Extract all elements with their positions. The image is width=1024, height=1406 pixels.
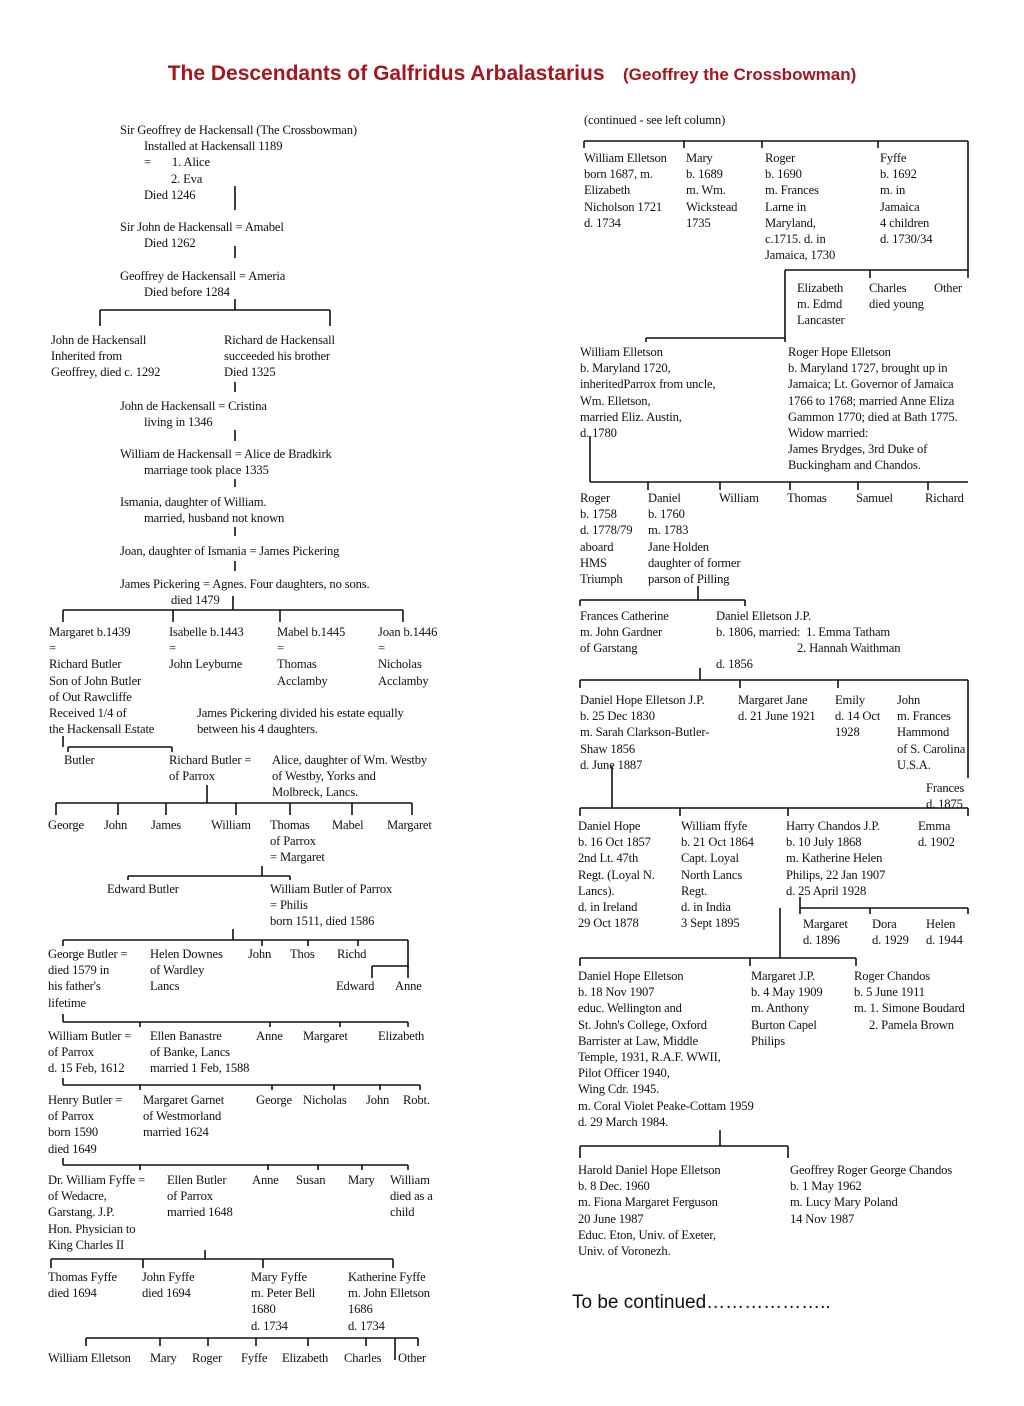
node-gb-richd: Richd <box>337 947 367 961</box>
node-daniel-1760: Daniel b. 1760 m. 1783 Jane Holden daughter of former parson of Pilling <box>648 491 741 587</box>
title-subtitle: (Geoffrey the Crossbowman) <box>622 65 857 84</box>
node-sir-john: Sir John de Hackensall = Amabel Died 1262 <box>120 220 284 251</box>
node-roger-1690: Roger b. 1690 m. Frances Larne in Maryland, c.1715. d. in Jamaica, 1730 <box>765 151 836 263</box>
node-rh-william: William <box>719 491 759 505</box>
node-george-butler: George Butler = died 1579 in his father's lifetime <box>48 947 128 1010</box>
node-margaret-jp: Margaret J.P. b. 4 May 1909 m. Anthony Burton Capel Philips <box>751 969 823 1048</box>
node-emma: Emma d. 1902 <box>918 819 955 850</box>
node-joan-1446: Joan b.1446 = Nicholas Acclamby <box>378 625 438 688</box>
node-ke-roger: Roger <box>192 1351 223 1365</box>
note-continued: (continued - see left column) <box>584 113 726 127</box>
node-ke-other: Other <box>398 1351 426 1365</box>
node-butler: Butler <box>64 753 95 767</box>
node-ef-mary: Mary <box>348 1173 375 1187</box>
node-mabel: Mabel <box>332 818 364 832</box>
node-katherine-fyffe: Katherine Fyffe m. John Elletson 1686 d. 1734 <box>348 1270 430 1333</box>
node-richard-hackensall: Richard de Hackensall succeeded his brother Died 1325 <box>224 333 335 380</box>
node-wb-margaret: Margaret <box>303 1029 348 1043</box>
node-sir-geoffrey: Sir Geoffrey de Hackensall (The Crossbowman) Installed at Hackensall 1189 = 1. Alice 2. Eva Died 1246 <box>120 123 357 202</box>
node-mary-1689: Mary b. 1689 m. Wm. Wickstead 1735 <box>686 151 738 230</box>
node-edward-butler: Edward Butler <box>107 882 179 896</box>
node-william-alice: William de Hackensall = Alice de Bradkirk marriage took place 1335 <box>120 447 332 478</box>
node-margaret-1439: Margaret b.1439 = Richard Butler Son of John Butler of Out Rawcliffe Received 1/4 of the Hackensall Estate <box>49 625 155 737</box>
node-daniel-hope-elletson-jp: Daniel Hope Elletson J.P. b. 25 Dec 1830 m. Sarah Clarkson-Butler- Shaw 1856 d. June 1887 <box>580 693 710 772</box>
node-hb-george: George <box>256 1093 292 1107</box>
node-william-butler-1612: William Butler = of Parrox d. 15 Feb, 1612 <box>48 1029 132 1076</box>
node-daniel-hope-1857: Daniel Hope b. 16 Oct 1857 2nd Lt. 47th Regt. (Loyal N. Lancs). d. in Ireland 29 Oct 1878 <box>578 819 655 931</box>
node-william-fyffe: Dr. William Fyffe = of Wedacre, Garstang. J.P. Hon. Physician to King Charles II <box>48 1173 146 1252</box>
node-henry-butler: Henry Butler = of Parrox born 1590 died 1649 <box>48 1093 123 1156</box>
node-james: James <box>151 818 182 832</box>
node-james-pickering: James Pickering = Agnes. Four daughters, no sons. died 1479 <box>120 577 370 608</box>
node-william-ffyfe: William ffyfe b. 21 Oct 1864 Capt. Loyal North Lancs Regt. d. in India 3 Sept 1895 <box>681 819 754 931</box>
node-wb-anne: Anne <box>256 1029 283 1043</box>
node-mary-fyffe: Mary Fyffe m. Peter Bell 1680 d. 1734 <box>251 1270 316 1333</box>
node-roger-1758: Roger b. 1758 d. 1778/79 aboard HMS Triumph <box>580 491 633 587</box>
node-roger-hope-elletson: Roger Hope Elletson b. Maryland 1727, brought up in Jamaica; Lt. Governor of Jamaica 1766 to 1768; married Anne Eliza Gammon 1770; died at Bath 1775. Widow married: James Brydges, 3rd Duke of Buckingham and Chandos. <box>788 345 958 473</box>
node-ke-fyffe: Fyffe <box>241 1351 268 1365</box>
node-mabel-1445: Mabel b.1445 = Thomas Acclamby <box>277 625 346 688</box>
node-fyffe-1692: Fyffe b. 1692 m. in Jamaica 4 children d. 1730/34 <box>880 151 933 247</box>
node-rh-samuel: Samuel <box>856 491 893 505</box>
node-geoffrey-roger-george: Geoffrey Roger George Chandos b. 1 May 1962 m. Lucy Mary Poland 14 Nov 1987 <box>790 1163 953 1226</box>
node-margaret-garnet: Margaret Garnet of Westmorland married 1624 <box>143 1093 225 1140</box>
node-john-cristina: John de Hackensall = Cristina living in 1346 <box>120 399 267 430</box>
node-hb-john: John <box>366 1093 390 1107</box>
node-isabelle-1443: Isabelle b.1443 = John Leyburne <box>169 625 244 672</box>
node-ef-susan: Susan <box>296 1173 326 1187</box>
node-helen-downes: Helen Downes of Wardley Lancs <box>150 947 223 994</box>
node-hc-dora: Dora d. 1929 <box>872 917 909 948</box>
node-emily: Emily d. 14 Oct 1928 <box>835 693 881 740</box>
node-hb-nicholas: Nicholas <box>303 1093 347 1107</box>
node-rh-thomas: Thomas <box>787 491 827 505</box>
node-wb-elizabeth: Elizabeth <box>378 1029 425 1043</box>
node-harry-chandos: Harry Chandos J.P. b. 10 July 1868 m. Katherine Helen Philips, 22 Jan 1907 d. 25 April 1928 <box>786 819 886 898</box>
node-george: George <box>48 818 84 832</box>
node-thomas-fyffe: Thomas Fyffe died 1694 <box>48 1270 117 1301</box>
node-gb-john: John <box>248 947 272 961</box>
node-thomas-parrox: Thomas of Parrox = Margaret <box>270 818 325 865</box>
node-margaret-jane: Margaret Jane d. 21 June 1921 <box>738 693 816 724</box>
node-rh-richard: Richard <box>925 491 964 505</box>
to-be-continued: To be continued……………….. <box>572 1292 831 1313</box>
node-william-elletson-1720: William Elletson b. Maryland 1720, inheritedParrox from uncle, Wm. Elletson, married Eliz. Austin, d. 1780 <box>580 345 716 441</box>
node-john-fyffe: John Fyffe died 1694 <box>142 1270 195 1301</box>
node-margaret: Margaret <box>387 818 432 832</box>
node-ke-mary: Mary <box>150 1351 177 1365</box>
node-hc-helen: Helen d. 1944 <box>926 917 963 948</box>
node-hb-robt: Robt. <box>403 1093 430 1107</box>
node-ef-william: William died as a child <box>390 1173 433 1220</box>
node-geoffrey-ameria: Geoffrey de Hackensall = Ameria Died before 1284 <box>120 269 286 300</box>
node-ke-charles: Charles <box>344 1351 382 1365</box>
node-gb-thos: Thos <box>290 947 315 961</box>
node-daniel-hope-1907: Daniel Hope Elletson b. 18 Nov 1907 educ. Wellington and St. John's College, Oxford Barrister at Law, Middle Temple, 1931, R.A.F. WWII, Pilot Officer 1940, Wing Cdr. 1945. m. Coral Violet Peake-Cottam 1959 d. 29 March 1984. <box>578 969 754 1129</box>
node-hc-margaret: Margaret d. 1896 <box>803 917 848 948</box>
node-ellen-butler: Ellen Butler of Parrox married 1648 <box>167 1173 233 1220</box>
node-ismania: Ismania, daughter of William. married, husband not known <box>120 495 285 526</box>
node-william-elletson-1687: William Elletson born 1687, m. Elizabeth Nicholson 1721 d. 1734 <box>584 151 667 230</box>
node-ke-william: William Elletson <box>48 1351 131 1365</box>
node-gb-anne: Anne <box>395 979 422 993</box>
node-john-hammond: John m. Frances Hammond of S. Carolina U.S.A. <box>897 693 966 772</box>
node-frances-catherine: Frances Catherine m. John Gardner of Garstang <box>580 609 669 656</box>
node-ke-elizabeth: Elizabeth <box>282 1351 329 1365</box>
node-daniel-elletson-jp: Daniel Elletson J.P. b. 1806, married: 1. Emma Tatham 2. Hannah Waithman <box>716 609 901 656</box>
node-joan: Joan, daughter of Ismania = James Pickering <box>120 544 340 558</box>
node-john-hackensall: John de Hackensall Inherited from Geoffrey, died c. 1292 <box>51 333 161 380</box>
node-frances-1875: Frances d. 1875 <box>926 781 965 812</box>
node-richard-butler: Richard Butler = of Parrox <box>169 753 252 784</box>
node-elizabeth-lancaster: Elizabeth m. Edmd Lancaster <box>797 281 845 328</box>
title-main: The Descendants of Galfridus Arbalastarius <box>167 62 605 85</box>
node-roger-chandos: Roger Chandos b. 5 June 1911 m. 1. Simone Boudard 2. Pamela Brown <box>854 969 965 1032</box>
node-william: William <box>211 818 251 832</box>
node-ellen-banastre: Ellen Banastre of Banke, Lancs married 1 Feb, 1588 <box>150 1029 250 1076</box>
node-alice-westby: Alice, daughter of Wm. Westby of Westby, Yorks and Molbreck, Lancs. <box>272 753 428 800</box>
node-william-butler-parrox: William Butler of Parrox = Philis born 1511, died 1586 <box>270 882 393 929</box>
note-estate-division: James Pickering divided his estate equally between his 4 daughters. <box>197 706 404 737</box>
node-gb-edward: Edward <box>336 979 375 993</box>
node-charles-young: Charles died young <box>869 281 924 312</box>
node-harold-daniel-hope: Harold Daniel Hope Elletson b. 8 Dec. 1960 m. Fiona Margaret Ferguson 20 June 1987 Educ. Eton, Univ. of Exeter, Univ. of Voronezh. <box>578 1163 721 1259</box>
node-other: Other <box>934 281 962 295</box>
node-ef-anne: Anne <box>252 1173 279 1187</box>
node-john: John <box>104 818 128 832</box>
node-daniel-jp-died: d. 1856 <box>716 657 753 671</box>
